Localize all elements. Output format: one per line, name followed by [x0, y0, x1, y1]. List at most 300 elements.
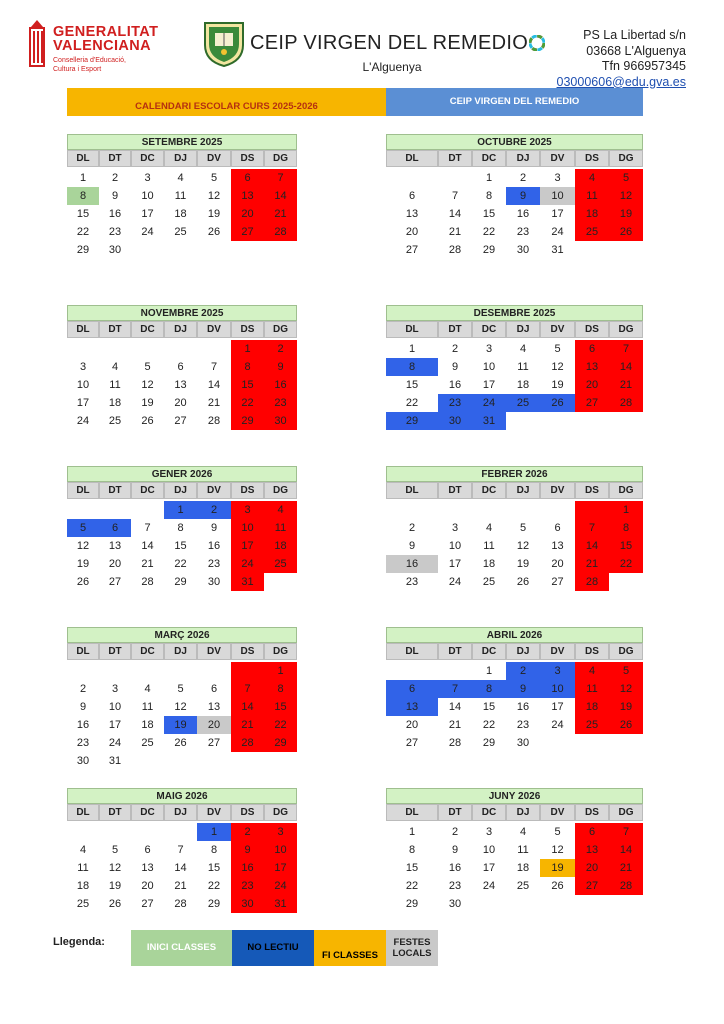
calendar-day: 21	[141, 558, 154, 570]
calendar-day: 30	[438, 412, 472, 430]
calendar-day: 13	[405, 208, 419, 220]
calendar-day: 2	[264, 340, 297, 358]
weekday-header: DC	[131, 321, 164, 338]
calendar-day: 12	[551, 844, 564, 856]
calendar-day: 15	[405, 862, 419, 874]
calendar-day: 11	[174, 190, 187, 202]
calendar-day: 14	[609, 841, 643, 859]
calendar-day: 17	[231, 537, 264, 555]
calendar-day: 3	[79, 361, 87, 373]
calendar-day: 28	[141, 576, 154, 588]
calendar-day: 24	[231, 555, 264, 573]
weekday-header: DJ	[164, 150, 197, 167]
weekday-header: DV	[197, 482, 231, 499]
calendar-day: 13	[141, 862, 154, 874]
calendar-day: 17	[482, 862, 496, 874]
calendar-day: 9	[451, 361, 459, 373]
calendar-day: 28	[174, 898, 187, 910]
calendar-day: 19	[609, 205, 643, 223]
weekday-header: DG	[609, 150, 643, 167]
weekday-header: DC	[131, 804, 164, 821]
calendar-day: 20	[551, 558, 564, 570]
calendar-day: 26	[141, 415, 154, 427]
school-contact	[557, 28, 686, 90]
calendar-day: 21	[174, 880, 187, 892]
calendar-day: 8	[264, 680, 297, 698]
weekday-header: DC	[472, 321, 506, 338]
calendar-day: 5	[554, 343, 561, 355]
calendar-day: 22	[76, 226, 90, 238]
calendar-day: 12	[76, 540, 90, 552]
weekday-header: DG	[264, 804, 297, 821]
weekday-header: DV	[197, 321, 231, 338]
calendar-day: 3	[485, 343, 493, 355]
calendar-day: 31	[108, 755, 122, 767]
calendar-day: 14	[448, 208, 462, 220]
calendar-day: 22	[405, 880, 419, 892]
calendar-day: 17	[141, 208, 154, 220]
calendar-day: 25	[482, 576, 496, 588]
calendar-day: 18	[76, 880, 90, 892]
calendar-day: 3	[554, 172, 561, 184]
school-banner: CEIP VIRGEN DEL REMEDIO	[386, 88, 643, 116]
calendar-day: 2	[408, 522, 416, 534]
weekday-header: DC	[472, 482, 506, 499]
weekday-header: DL	[386, 321, 438, 338]
weekday-header: DL	[67, 643, 99, 660]
calendar-day: 19	[141, 397, 154, 409]
calendar-day: 22	[264, 716, 297, 734]
calendar-day: 19	[207, 208, 221, 220]
calendar-empty-cell	[575, 501, 609, 519]
weekday-header: DJ	[164, 321, 197, 338]
calendar-day: 21	[575, 555, 609, 573]
calendar-day: 29	[482, 737, 496, 749]
calendar-day: 20	[108, 558, 122, 570]
calendar-day: 19	[108, 880, 122, 892]
calendar-day: 9	[79, 701, 87, 713]
calendar-day: 8	[408, 844, 416, 856]
calendar-day: 14	[141, 540, 154, 552]
calendar-day: 9	[506, 680, 540, 698]
calendar-day: 20	[197, 716, 231, 734]
calendar-day: 11	[575, 187, 609, 205]
calendar-day: 26	[207, 226, 221, 238]
weekday-header: DT	[99, 804, 131, 821]
calendar-day: 22	[231, 394, 264, 412]
month-title: SETEMBRE 2025	[67, 134, 297, 150]
contact-email-link[interactable]: 03000606@edu.gva.es	[556, 74, 686, 89]
calendar-day: 10	[231, 519, 264, 537]
calendar-day: 29	[174, 576, 187, 588]
calendar-day: 1	[408, 826, 416, 838]
calendar-day: 2	[79, 683, 87, 695]
calendar-day: 31	[264, 895, 297, 913]
weekday-header: DG	[264, 643, 297, 660]
calendar-day: 15	[76, 208, 90, 220]
calendar-day: 19	[164, 716, 197, 734]
weekday-header: DJ	[506, 643, 540, 660]
calendar-day: 1	[164, 501, 197, 519]
calendar-day: 26	[516, 576, 530, 588]
calendar-day: 5	[144, 361, 151, 373]
weekday-header: DS	[575, 150, 609, 167]
calendar-day: 28	[448, 737, 462, 749]
calendar-day: 7	[264, 169, 297, 187]
calendar-day: 1	[79, 172, 87, 184]
calendar-day: 19	[551, 379, 564, 391]
calendar-day: 30	[76, 755, 90, 767]
calendar-day: 22	[482, 719, 496, 731]
calendar-day: 8	[609, 519, 643, 537]
calendar-day: 10	[108, 701, 122, 713]
calendar-day: 10	[540, 680, 575, 698]
calendar-day: 17	[448, 558, 462, 570]
legend-label: Llegenda:	[53, 936, 105, 948]
calendar-day: 1	[231, 340, 264, 358]
calendar-day: 30	[516, 737, 530, 749]
calendar-day: 26	[609, 716, 643, 734]
calendar-day: 25	[575, 716, 609, 734]
calendar-day: 26	[540, 394, 575, 412]
calendar-day: 17	[264, 859, 297, 877]
calendar-day: 12	[609, 680, 643, 698]
calendar-day: 26	[76, 576, 90, 588]
weekday-header: DT	[99, 150, 131, 167]
weekday-header: DL	[386, 150, 438, 167]
weekday-header: DS	[575, 804, 609, 821]
calendar-day: 4	[485, 522, 493, 534]
calendar-day: 5	[519, 522, 527, 534]
calendar-day: 24	[76, 415, 90, 427]
weekday-header: DT	[99, 643, 131, 660]
weekday-header: DT	[438, 150, 472, 167]
calendar-day: 27	[231, 223, 264, 241]
calendar-day: 3	[485, 826, 493, 838]
calendar-day: 30	[448, 898, 462, 910]
calendar-day: 16	[207, 540, 221, 552]
calendar-day: 21	[609, 859, 643, 877]
calendar-day: 7	[451, 190, 459, 202]
calendar-day: 2	[111, 172, 119, 184]
calendar-day: 7	[210, 361, 218, 373]
calendar-day: 12	[516, 540, 530, 552]
weekday-header: DT	[99, 321, 131, 338]
sdg-wheel-icon	[529, 35, 545, 51]
calendar-day: 6	[177, 361, 184, 373]
calendar-day: 14	[207, 379, 221, 391]
calendar-day: 20	[575, 859, 609, 877]
month-title: JUNY 2026	[386, 788, 643, 804]
legend-inici-classes: INICI CLASSES	[131, 930, 232, 966]
calendar-day: 25	[108, 415, 122, 427]
calendar-day: 23	[231, 877, 264, 895]
weekday-header: DL	[386, 482, 438, 499]
calendar-day: 22	[482, 226, 496, 238]
calendar-day: 24	[448, 576, 462, 588]
calendar-day: 8	[472, 680, 506, 698]
calendar-day: 30	[231, 895, 264, 913]
calendar-day: 20	[141, 880, 154, 892]
calendar-day: 13	[207, 701, 221, 713]
calendar-day: 16	[231, 859, 264, 877]
calendar-day: 20	[405, 226, 419, 238]
weekday-header: DJ	[506, 482, 540, 499]
calendar-day: 27	[551, 576, 564, 588]
calendar-day: 9	[111, 190, 119, 202]
calendar-day: 25	[174, 226, 187, 238]
weekday-header: DL	[67, 150, 99, 167]
calendar-day: 10	[141, 190, 154, 202]
calendar-day: 21	[448, 719, 462, 731]
calendar-day: 3	[144, 172, 151, 184]
calendar-day: 14	[264, 187, 297, 205]
month-title: MAIG 2026	[67, 788, 297, 804]
calendar-day: 20	[174, 397, 187, 409]
calendar-day: 10	[540, 187, 575, 205]
calendar-day: 16	[516, 208, 530, 220]
calendar-day: 5	[554, 826, 561, 838]
calendar-day: 17	[551, 208, 564, 220]
calendar-day: 8	[485, 190, 493, 202]
calendar-day: 13	[551, 540, 564, 552]
calendar-day: 2	[506, 662, 540, 680]
calendar-day: 16	[76, 719, 90, 731]
calendar-day: 21	[207, 397, 221, 409]
calendar-day: 5	[609, 662, 643, 680]
calendar-day: 28	[575, 573, 609, 591]
weekday-header: DT	[438, 804, 472, 821]
calendar-day: 26	[174, 737, 187, 749]
calendar-day: 20	[231, 205, 264, 223]
calendar-day: 29	[231, 412, 264, 430]
calendar-day: 20	[405, 719, 419, 731]
calendar-day: 26	[108, 898, 122, 910]
calendar-day: 9	[408, 540, 416, 552]
calendar-day: 12	[108, 862, 122, 874]
weekday-header: DV	[197, 150, 231, 167]
calendar-day: 16	[108, 208, 122, 220]
calendar-day: 23	[76, 737, 90, 749]
weekday-header: DV	[197, 643, 231, 660]
calendar-title: CALENDARI ESCOLAR CURS 2025-2026	[67, 88, 386, 116]
calendar-day: 14	[575, 537, 609, 555]
calendar-day: 4	[177, 172, 184, 184]
weekday-header: DS	[231, 482, 264, 499]
calendar-day: 24	[264, 877, 297, 895]
calendar-day: 4	[519, 826, 527, 838]
calendar-day: 4	[79, 844, 87, 856]
weekday-header: DL	[386, 643, 438, 660]
calendar-day: 14	[231, 698, 264, 716]
calendar-day: 25	[516, 880, 530, 892]
calendar-day: 3	[231, 501, 264, 519]
calendar-day: 23	[516, 719, 530, 731]
calendar-day: 2	[197, 501, 231, 519]
calendar-day: 4	[111, 361, 119, 373]
calendar-day: 11	[141, 701, 154, 713]
weekday-header: DG	[264, 482, 297, 499]
weekday-header: DS	[575, 321, 609, 338]
calendar-day: 22	[609, 555, 643, 573]
calendar-day: 14	[609, 358, 643, 376]
calendar-day: 4	[264, 501, 297, 519]
calendar-day: 3	[451, 522, 459, 534]
calendar-day: 13	[108, 540, 122, 552]
calendar-day: 13	[174, 379, 187, 391]
calendar-day: 8	[231, 358, 264, 376]
school-name	[250, 32, 545, 55]
calendar-day: 18	[174, 208, 187, 220]
calendar-day: 29	[386, 412, 438, 430]
calendar-day: 15	[174, 540, 187, 552]
calendar-day: 13	[575, 358, 609, 376]
school-name-text: CEIP VIRGEN DEL REMEDI	[250, 32, 513, 54]
weekday-header: DJ	[506, 804, 540, 821]
calendar-day: 7	[609, 823, 643, 841]
calendar-day: 7	[177, 844, 184, 856]
weekday-header: DJ	[164, 643, 197, 660]
calendar-day: 21	[231, 716, 264, 734]
weekday-header: DS	[575, 643, 609, 660]
calendar-day: 12	[609, 187, 643, 205]
calendar-day: 6	[575, 340, 609, 358]
calendar-day: 8	[67, 187, 99, 205]
calendar-day: 15	[482, 701, 496, 713]
calendar-day: 7	[609, 340, 643, 358]
weekday-header: DV	[197, 804, 231, 821]
calendar-day: 2	[519, 172, 527, 184]
calendar-day: 9	[451, 844, 459, 856]
month-title: MARÇ 2026	[67, 627, 297, 643]
calendar-day: 12	[174, 701, 187, 713]
calendar-day: 30	[264, 412, 297, 430]
calendar-day: 23	[516, 226, 530, 238]
month-title: OCTUBRE 2025	[386, 134, 643, 150]
contact-address: PS La Libertad s/n	[583, 28, 686, 42]
calendar-day: 16	[516, 701, 530, 713]
calendar-day: 17	[76, 397, 90, 409]
calendar-day: 12	[551, 361, 564, 373]
calendar-day: 8	[386, 358, 438, 376]
calendar-day: 5	[177, 683, 184, 695]
calendar-day: 2	[451, 826, 459, 838]
calendar-day: 13	[231, 187, 264, 205]
weekday-header: DV	[540, 482, 575, 499]
calendar-day: 18	[575, 698, 609, 716]
calendar-day: 12	[207, 190, 221, 202]
calendar-day: 11	[109, 379, 121, 391]
calendar-day: 11	[517, 844, 529, 856]
calendar-day: 5	[609, 169, 643, 187]
weekday-header: DS	[231, 150, 264, 167]
calendar-day: 24	[108, 737, 122, 749]
weekday-header: DJ	[506, 150, 540, 167]
gva-name-line2: VALENCIANA	[53, 38, 151, 54]
weekday-header: DT	[99, 482, 131, 499]
calendar-day: 17	[482, 379, 496, 391]
calendar-day: 31	[231, 573, 264, 591]
calendar-day: 10	[76, 379, 90, 391]
calendar-day: 7	[575, 519, 609, 537]
calendar-day: 6	[144, 844, 151, 856]
calendar-day: 27	[575, 394, 609, 412]
calendar-day: 3	[111, 683, 119, 695]
calendar-day: 27	[174, 415, 187, 427]
weekday-header: DC	[472, 804, 506, 821]
legend-fi-classes: FI CLASSES	[314, 930, 386, 966]
weekday-header: DG	[609, 643, 643, 660]
weekday-header: DL	[386, 804, 438, 821]
calendar-day: 19	[516, 558, 530, 570]
calendar-day: 16	[448, 379, 462, 391]
weekday-header: DT	[438, 643, 472, 660]
calendar-day: 12	[141, 379, 154, 391]
calendar-day: 1	[609, 501, 643, 519]
weekday-header: DC	[472, 150, 506, 167]
calendar-day: 18	[482, 558, 496, 570]
calendar-day: 18	[516, 379, 530, 391]
contact-postal: 03668 L'Alguenya	[586, 43, 686, 58]
gva-name-line1: GENERALITAT	[53, 24, 159, 40]
weekday-header: DS	[231, 321, 264, 338]
calendar-day: 5	[210, 172, 218, 184]
calendar-day: 22	[174, 558, 187, 570]
calendar-day: 24	[141, 226, 154, 238]
calendar-day: 29	[482, 244, 496, 256]
weekday-header: DL	[67, 804, 99, 821]
weekday-header: DG	[609, 321, 643, 338]
weekday-header: DT	[438, 321, 472, 338]
legend-festes-line1: FESTES	[393, 937, 431, 948]
calendar-day: 10	[482, 361, 496, 373]
calendar-day: 23	[207, 558, 221, 570]
weekday-header: DV	[540, 150, 575, 167]
weekday-header: DV	[540, 643, 575, 660]
calendar-day: 10	[482, 844, 496, 856]
weekday-header: DG	[609, 482, 643, 499]
gva-department-line1: Conselleria d'Educació,	[53, 57, 126, 64]
calendar-day: 9	[231, 841, 264, 859]
month-title: ABRIL 2026	[386, 627, 643, 643]
calendar-day: 7	[231, 680, 264, 698]
month-title: NOVEMBRE 2025	[67, 305, 297, 321]
calendar-day: 19	[609, 698, 643, 716]
calendar-day: 28	[609, 877, 643, 895]
calendar-day: 4	[575, 662, 609, 680]
weekday-header: DC	[131, 643, 164, 660]
calendar-day: 23	[405, 576, 419, 588]
calendar-day: 29	[76, 244, 90, 256]
calendar-day: 6	[210, 683, 218, 695]
weekday-header: DS	[231, 643, 264, 660]
calendar-day: 15	[207, 862, 221, 874]
calendar-day: 7	[438, 680, 472, 698]
weekday-header: DC	[131, 150, 164, 167]
weekday-header: DC	[131, 482, 164, 499]
calendar-day: 18	[575, 205, 609, 223]
calendar-day: 27	[575, 877, 609, 895]
calendar-day: 15	[405, 379, 419, 391]
month-title: GENER 2026	[67, 466, 297, 482]
calendar-day: 9	[506, 187, 540, 205]
legend-no-lectiu: NO LECTIU	[232, 930, 314, 966]
calendar-day: 6	[386, 680, 438, 698]
calendar-day: 25	[575, 223, 609, 241]
calendar-day: 30	[108, 244, 122, 256]
weekday-header: DJ	[164, 482, 197, 499]
calendar-day: 18	[264, 537, 297, 555]
